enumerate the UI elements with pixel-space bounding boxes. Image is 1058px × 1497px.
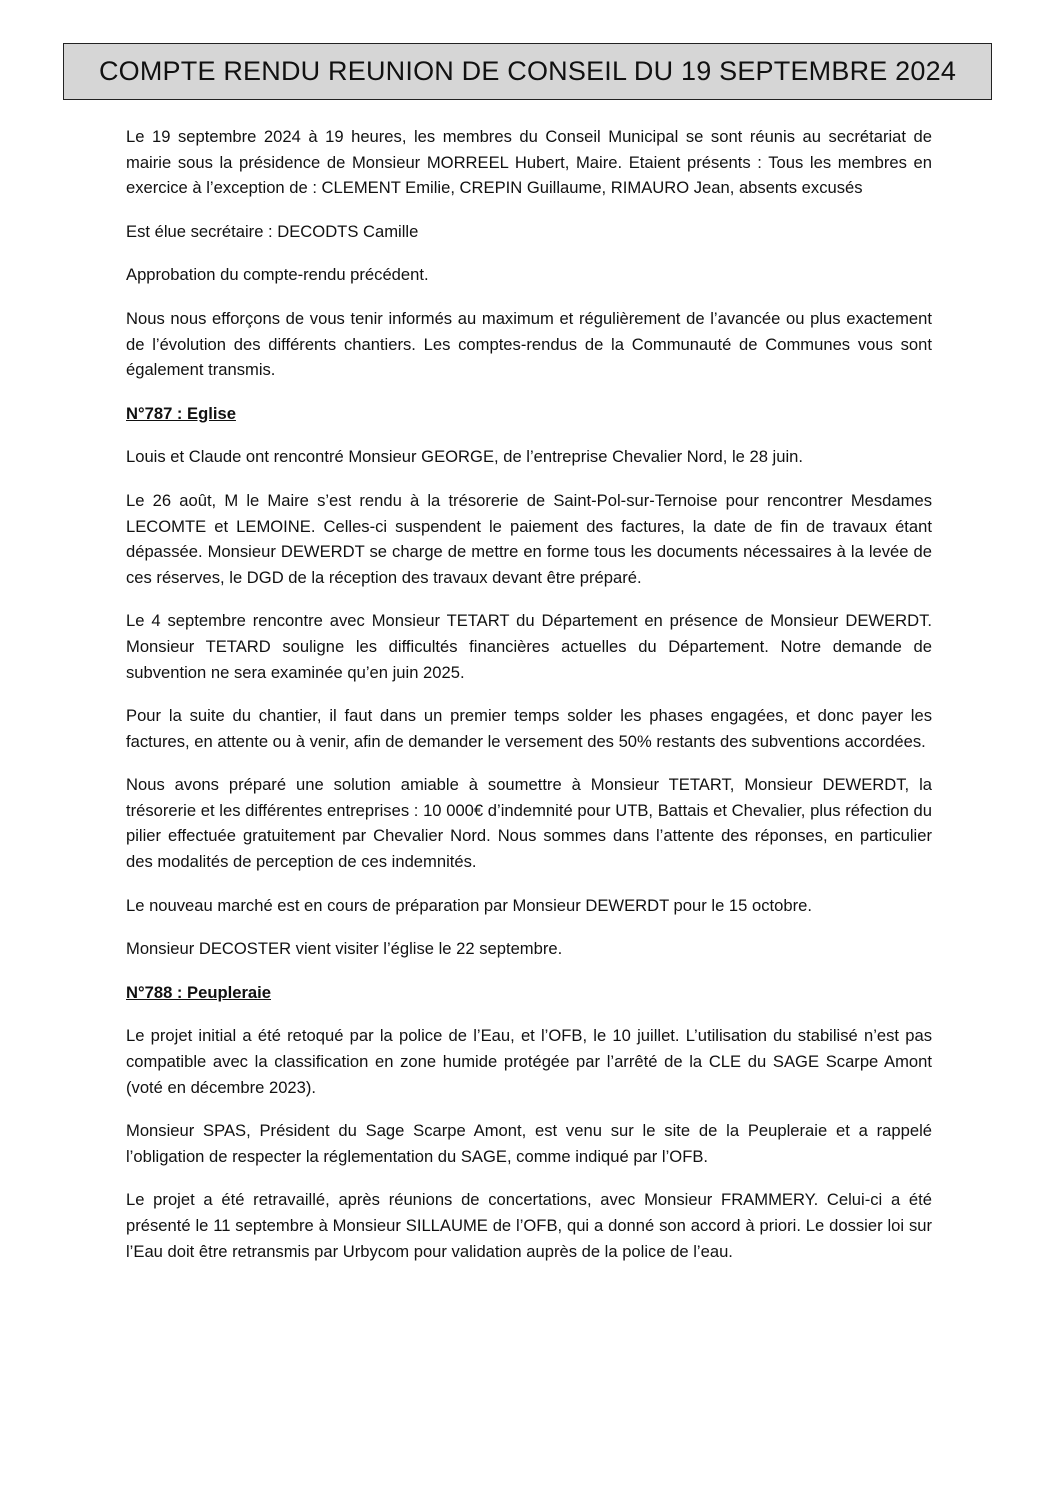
intro-paragraph-approval: Approbation du compte-rendu précédent.: [126, 265, 429, 285]
page-title: COMPTE RENDU REUNION DE CONSEIL DU 19 SEPTEMBRE 2024: [98, 56, 957, 86]
intro-paragraph-secretary: Est élue secrétaire : DECODTS Camille: [126, 221, 419, 241]
eglise-paragraph: Nous avons préparé une solution amiable à soumettre à Monsieur TETART, Monsieur DEWERDT, la trésorerie et les différentes entreprises : 10 000€ d’indemnité pour UTB, Battais et Chevalier, plus réfection du pilier effectuée gratuitement par Chevalier Nord. Nous sommes dans l’attente des réponses, en particulier des modalités de perception de ces indemnités.: [126, 775, 932, 872]
section-heading-peupleraie: N°788 : Peupleraie: [126, 982, 271, 1002]
intro-paragraph-information: Nous nous efforçons de vous tenir informés au maximum et régulièrement de l’avancée ou plus exactement de l’évolution des différents chantiers. Les comptes-rendus de la Communauté de Communes vous sont également transmis.: [126, 308, 932, 380]
peupleraie-paragraph: Le projet initial a été retoqué par la police de l’Eau, et l’OFB, le 10 juillet. L’utilisation du stabilisé n’est pas compatible avec la classification en zone humide protégée par l’arrêté de la CLE du SAGE Scarpe Amont (voté en décembre 2023).: [126, 1026, 932, 1097]
document-body: [126, 124, 932, 1282]
eglise-paragraph: Pour la suite du chantier, il faut dans un premier temps solder les phases engagées, et donc payer les factures, en attente ou à venir, afin de demander le versement des 50% restants des subventions accordées.: [126, 706, 932, 751]
eglise-paragraph: Louis et Claude ont rencontré Monsieur GEORGE, de l’entreprise Chevalier Nord, le 28 juin.: [126, 447, 803, 467]
eglise-paragraph: Monsieur DECOSTER vient visiter l’église le 22 septembre.: [126, 939, 563, 959]
peupleraie-paragraph: Monsieur SPAS, Président du Sage Scarpe Amont, est venu sur le site de la Peupleraie et a rappelé l’obligation de respecter la réglementation du SAGE, comme indiqué par l’OFB.: [126, 1121, 932, 1166]
title-box: [63, 43, 992, 100]
peupleraie-paragraph: Le projet a été retravaillé, après réunions de concertations, avec Monsieur FRAMMERY. Celui-ci a été présenté le 11 septembre à Monsieur SILLAUME de l’OFB, qui a donné son accord à priori. Le dossier loi sur l’Eau doit être retransmis par Urbycom pour validation auprès de la police de l’eau.: [126, 1190, 932, 1261]
section-heading-eglise: N°787 : Eglise: [126, 403, 236, 423]
eglise-paragraph: Le nouveau marché est en cours de préparation par Monsieur DEWERDT pour le 15 octobre.: [126, 895, 812, 915]
intro-paragraph-attendance: Le 19 septembre 2024 à 19 heures, les membres du Conseil Municipal se sont réunis au secrétariat de mairie sous la présidence de Monsieur MORREEL Hubert, Maire. Etaient présents : Tous les membres en exercice à l’exception de : CLEMENT Emilie, CREPIN Guillaume, RIMAURO Jean, absents excusés: [126, 127, 932, 198]
eglise-paragraph: Le 26 août, M le Maire s’est rendu à la trésorerie de Saint-Pol-sur-Ternoise pour rencontrer Mesdames LECOMTE et LEMOINE. Celles-ci suspendent le paiement des factures, la date de fin de travaux étant dépassée. Monsieur DEWERDT se charge de mettre en forme tous les documents nécessaires à la levée de ces réserves, le DGD de la réception des travaux devant être préparé.: [126, 490, 932, 587]
eglise-paragraph: Le 4 septembre rencontre avec Monsieur TETART du Département en présence de Monsieur DEWERDT. Monsieur TETARD souligne les difficultés financières actuelles du Département. Notre demande de subvention ne sera examinée qu’en juin 2025.: [126, 611, 932, 682]
